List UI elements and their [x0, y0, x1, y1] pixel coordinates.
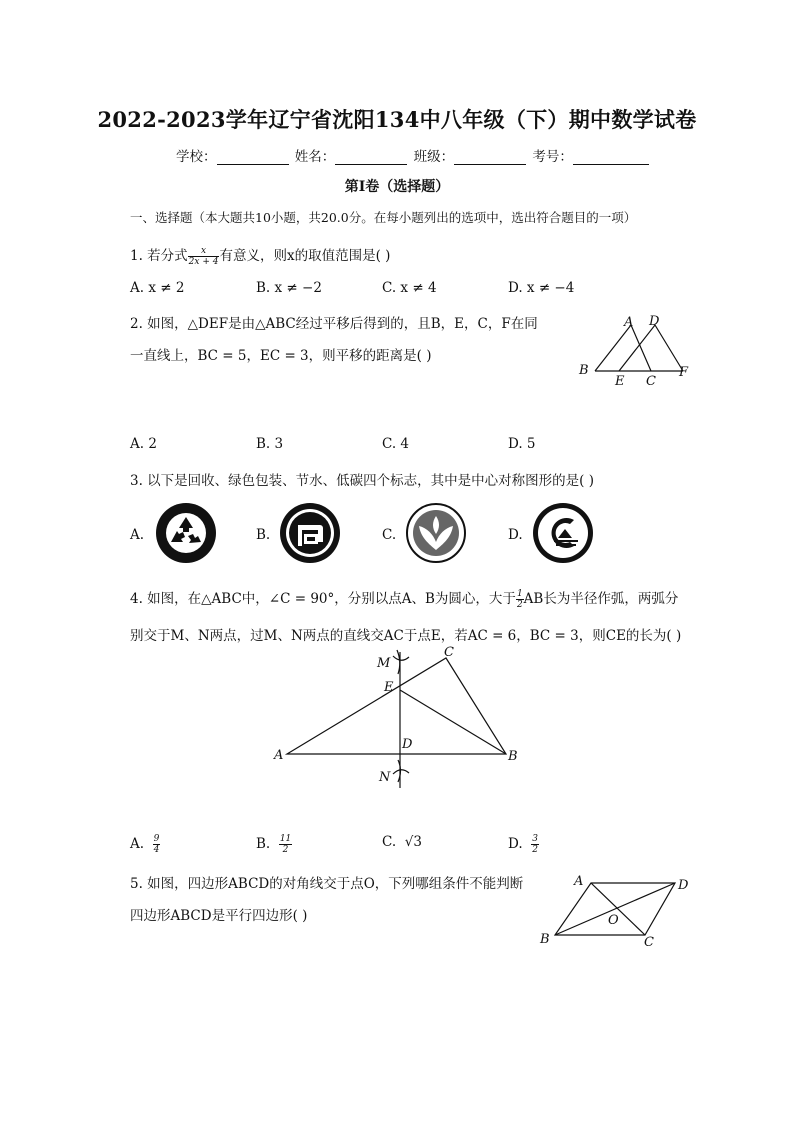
q1-fraction-num: x [188, 246, 220, 257]
low-carbon-logo-icon [532, 502, 594, 564]
label-a: A [624, 315, 634, 330]
arc-m-1 [393, 656, 409, 660]
student-info-line [176, 145, 651, 165]
q4-half-num: 1 [516, 589, 523, 599]
exam-no-blank[interactable] [573, 164, 649, 165]
label-o: O [608, 913, 619, 928]
recycle-logo-icon [155, 502, 217, 564]
class-label: 班级： [413, 149, 455, 165]
triangle-abc-q4 [287, 658, 506, 754]
question-4-line1 [130, 587, 678, 610]
exam-no-label: 考号： [532, 149, 573, 165]
school-label: 学校： [176, 149, 217, 165]
label-a-q5: A [574, 874, 584, 889]
green-package-logo-icon [279, 502, 341, 564]
q2-option-b[interactable]: B. 3 [256, 436, 284, 452]
label-f: F [679, 365, 689, 380]
label-d: D [649, 314, 660, 329]
school-blank[interactable] [217, 164, 289, 165]
name-label: 姓名： [294, 149, 336, 165]
part-instructions: 一、选择题（本大题共10小题，共20.0分。在每小题列出的选项中，选出符合题目的一项） [130, 210, 637, 225]
q4-perpendicular-bisector-figure [270, 642, 530, 792]
label-c: C [646, 374, 656, 389]
q4-option-b-letter: B. [256, 836, 271, 852]
label-e-q4: E [384, 680, 394, 695]
q4-option-a-fraction [153, 834, 161, 855]
q2-option-c[interactable]: C. 4 [382, 436, 410, 452]
q3-option-b[interactable]: B. [256, 527, 271, 543]
triangle-abc [595, 325, 651, 371]
question-5-line1: 5. 如图，四边形ABCD的对角线交于点O，下列哪组条件不能判断 [130, 876, 524, 892]
q4-option-d[interactable] [508, 834, 539, 855]
q2-option-a[interactable]: A. 2 [130, 436, 157, 452]
q4-d-den: 2 [532, 845, 538, 855]
q1-fraction [188, 246, 220, 267]
label-a-q4: A [274, 748, 284, 763]
name-blank[interactable] [335, 164, 407, 165]
label-d-q4: D [402, 737, 413, 752]
q1-option-c[interactable]: C. x ≠ 4 [382, 280, 437, 296]
question-5-line2: 四边形ABCD是平行四边形( ) [130, 908, 308, 924]
class-blank[interactable] [454, 164, 526, 165]
q4-option-a[interactable] [130, 834, 160, 855]
q3-option-d[interactable]: D. [508, 527, 523, 543]
q4-a-num: 9 [153, 834, 160, 844]
q4-prefix: 4. 如图，在△ABC中，∠C = 90°，分别以点A、B为圆心，大于 [130, 591, 516, 607]
q4-a-den: 4 [153, 845, 160, 855]
q4-option-c-letter: C. [382, 834, 397, 850]
q4-option-c-value: √3 [404, 834, 422, 850]
label-b-q5: B [540, 932, 550, 947]
q4-option-b-fraction [279, 834, 292, 855]
q4-half-den: 2 [516, 600, 523, 610]
q4-b-num: 11 [279, 834, 292, 844]
q4-d-num: 3 [532, 834, 538, 844]
label-n: N [379, 770, 391, 785]
q4-option-a-letter: A. [130, 836, 145, 852]
page-title: 2022-2023学年辽宁省沈阳134中八年级（下）期中数学试卷 [97, 107, 697, 132]
q3-option-a[interactable]: A. [130, 527, 145, 543]
q4-b-den: 2 [282, 845, 289, 855]
label-m: M [377, 656, 391, 671]
label-e: E [615, 374, 625, 389]
label-d-q5: D [678, 878, 689, 893]
q4-option-b[interactable] [256, 834, 292, 855]
segment-be [400, 690, 506, 754]
section-heading: 第Ⅰ卷（选择题） [344, 179, 450, 195]
question-1 [130, 244, 390, 267]
q4-option-d-fraction [531, 834, 539, 855]
q5-parallelogram-figure [535, 868, 700, 952]
q4-option-c[interactable] [382, 834, 422, 850]
q1-option-a[interactable]: A. x ≠ 2 [130, 280, 185, 296]
q3-option-c[interactable]: C. [382, 527, 397, 543]
question-3: 3. 以下是回收、绿色包装、节水、低碳四个标志，其中是中心对称图形的是( ) [130, 473, 594, 489]
q1-fraction-den: 2x + 4 [188, 257, 219, 267]
label-b: B [579, 363, 589, 378]
water-saving-logo-icon [405, 502, 467, 564]
question-4-line2: 别交于M、N两点，过M、N两点的直线交AC于点E，若AC = 6，BC = 3，则CE的长为( ) [130, 628, 682, 644]
question-2-line2: 一直线上，BC = 5，EC = 3，则平移的距离是( ) [130, 348, 432, 364]
question-2-line1: 2. 如图，△DEF是由△ABC经过平移后得到的，且B，E，C，F在同 [130, 316, 538, 332]
triangle-def [619, 325, 683, 371]
arc-m-2 [397, 650, 400, 674]
label-b-q4: B [508, 749, 518, 764]
q1-prefix: 1. 若分式 [130, 248, 188, 264]
label-c-q5: C [644, 935, 654, 950]
q4-half-fraction [516, 589, 524, 610]
q1-option-d[interactable]: D. x ≠ −4 [508, 280, 575, 296]
q4-option-d-letter: D. [508, 836, 523, 852]
label-c-q4: C [444, 645, 454, 660]
q1-option-b[interactable]: B. x ≠ −2 [256, 280, 322, 296]
q4-suffix: AB长为半径作弧，两弧分 [523, 591, 679, 607]
q2-option-d[interactable]: D. 5 [508, 436, 536, 452]
q1-suffix: 有意义，则x的取值范围是( ) [219, 248, 391, 264]
q2-translation-figure [575, 310, 700, 390]
